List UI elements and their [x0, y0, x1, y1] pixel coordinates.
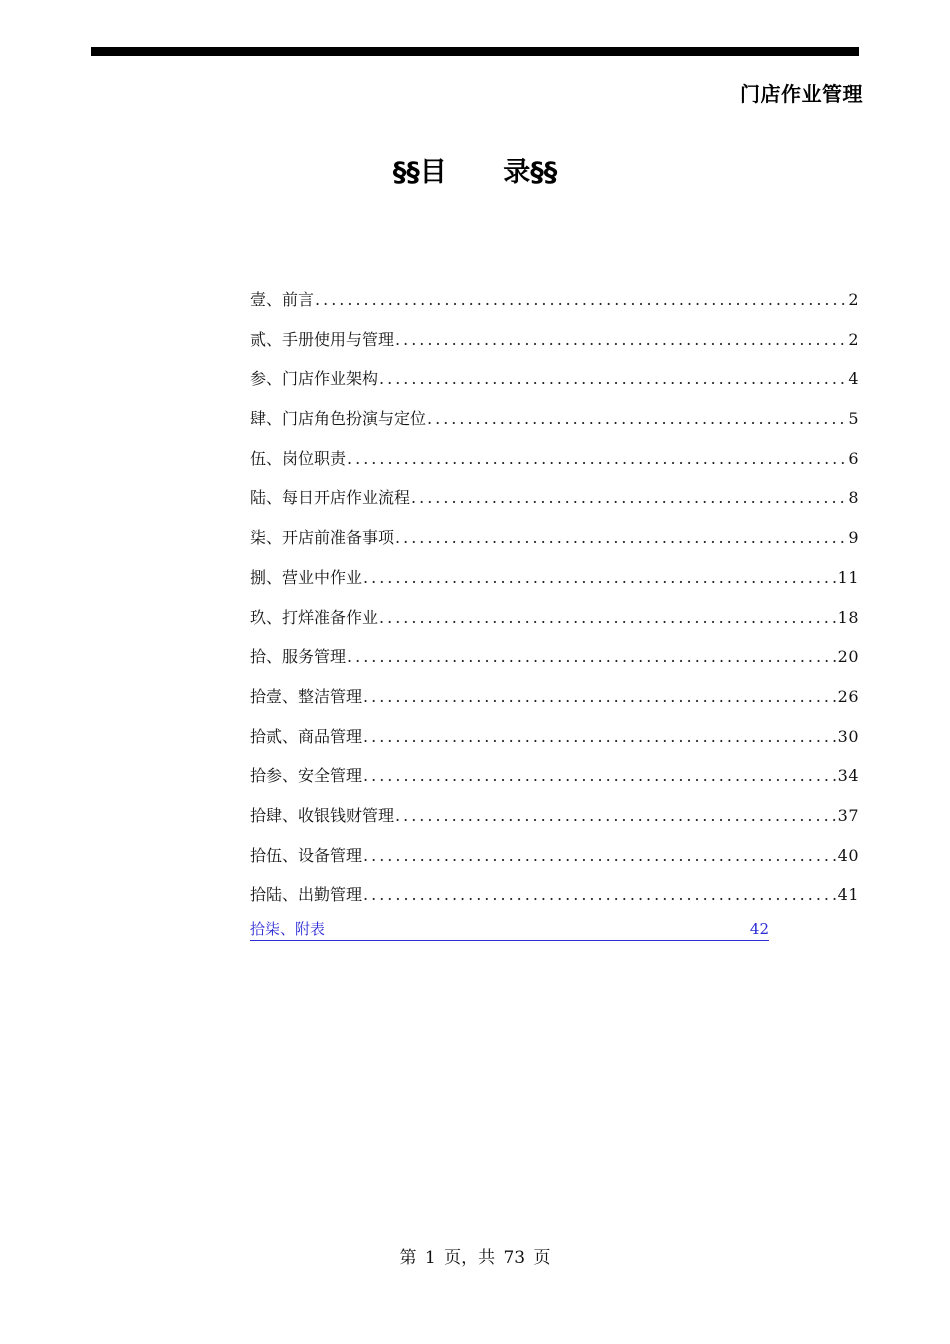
toc-entry[interactable] [250, 445, 859, 485]
toc-title: §§目 录§§ [392, 157, 558, 188]
toc-link-page: 42 [749, 920, 769, 938]
toc-entry[interactable] [250, 643, 859, 683]
toc-entry[interactable] [250, 604, 859, 644]
toc-dot-leader [315, 286, 846, 314]
toc-entry-label: 陆、每日开店作业流程 [250, 488, 411, 508]
toc-entry-page: 11 [837, 567, 859, 587]
running-header-title: 门店作业管理 [740, 82, 863, 106]
toc-entry-page: 40 [837, 845, 859, 865]
toc-entry-label: 肆、门店角色扮演与定位 [250, 409, 427, 429]
toc-entry[interactable] [250, 326, 859, 366]
toc-entry[interactable] [250, 881, 859, 921]
toc-entry-label: 参、门店作业架构 [250, 369, 379, 389]
toc-entry[interactable] [250, 842, 859, 882]
toc-dot-leader [363, 881, 836, 909]
toc-dot-leader [347, 643, 836, 671]
toc-dot-leader [347, 445, 846, 473]
toc-entry-label: 拾参、安全管理 [250, 766, 363, 786]
toc-link-appendix[interactable] [250, 918, 769, 941]
toc-dot-leader [379, 604, 836, 632]
toc-entry-page: 30 [837, 726, 859, 746]
toc-entry[interactable] [250, 802, 859, 842]
toc-entry[interactable] [250, 683, 859, 723]
toc-entry-label: 拾肆、收银钱财管理 [250, 805, 395, 825]
toc-entry-label: 拾贰、商品管理 [250, 726, 363, 746]
toc-dot-leader [427, 405, 846, 433]
toc-entry-page: 20 [837, 647, 859, 667]
toc-entry-page: 37 [837, 805, 859, 825]
toc-entry-page: 41 [837, 885, 859, 905]
toc-entry-label: 壹、前言 [250, 290, 315, 309]
toc-dot-leader [363, 842, 836, 870]
toc-entry-label: 柒、开店前准备事项 [250, 528, 395, 548]
toc-entry[interactable] [250, 484, 859, 524]
toc-entry-page: 5 [848, 409, 859, 429]
toc-entry[interactable] [250, 762, 859, 802]
toc-entry-label: 伍、岗位职责 [250, 448, 347, 468]
toc-dot-leader [411, 484, 846, 512]
toc-entry-label: 拾、服务管理 [250, 647, 347, 667]
toc-entry-page: 2 [848, 290, 859, 309]
toc-entry[interactable] [250, 286, 859, 326]
table-of-contents [250, 286, 859, 921]
page-footer: 第 1 页，共 73 页 [399, 1248, 551, 1268]
toc-entry[interactable] [250, 564, 859, 604]
toc-entry-page: 2 [848, 329, 859, 349]
toc-entry[interactable] [250, 405, 859, 445]
toc-dot-leader [395, 802, 836, 830]
toc-entry-page: 9 [848, 528, 859, 548]
toc-dot-leader [395, 524, 846, 552]
toc-entry-page: 6 [848, 448, 859, 468]
toc-link-label: 拾柒、附表 [250, 920, 326, 938]
toc-entry[interactable] [250, 524, 859, 564]
toc-dot-leader [363, 723, 836, 751]
toc-entry-label: 拾壹、整洁管理 [250, 686, 363, 706]
toc-entry-label: 玖、打烊准备作业 [250, 607, 379, 627]
toc-entry-page: 4 [848, 369, 859, 389]
toc-entry-label: 贰、手册使用与管理 [250, 329, 395, 349]
toc-entry-page: 26 [837, 686, 859, 706]
toc-entry-page: 8 [848, 488, 859, 508]
toc-dot-leader [363, 564, 836, 592]
toc-entry[interactable] [250, 723, 859, 763]
toc-entry-page: 34 [837, 766, 859, 786]
toc-entry-page: 18 [837, 607, 859, 627]
toc-entry[interactable] [250, 365, 859, 405]
toc-dot-leader [395, 326, 846, 354]
toc-dot-leader [363, 762, 836, 790]
toc-dot-leader [363, 683, 836, 711]
toc-entry-label: 捌、营业中作业 [250, 567, 363, 587]
toc-dot-leader [379, 365, 846, 393]
toc-entry-label: 拾伍、设备管理 [250, 845, 363, 865]
toc-entry-label: 拾陆、出勤管理 [250, 885, 363, 905]
header-rule [91, 47, 859, 56]
